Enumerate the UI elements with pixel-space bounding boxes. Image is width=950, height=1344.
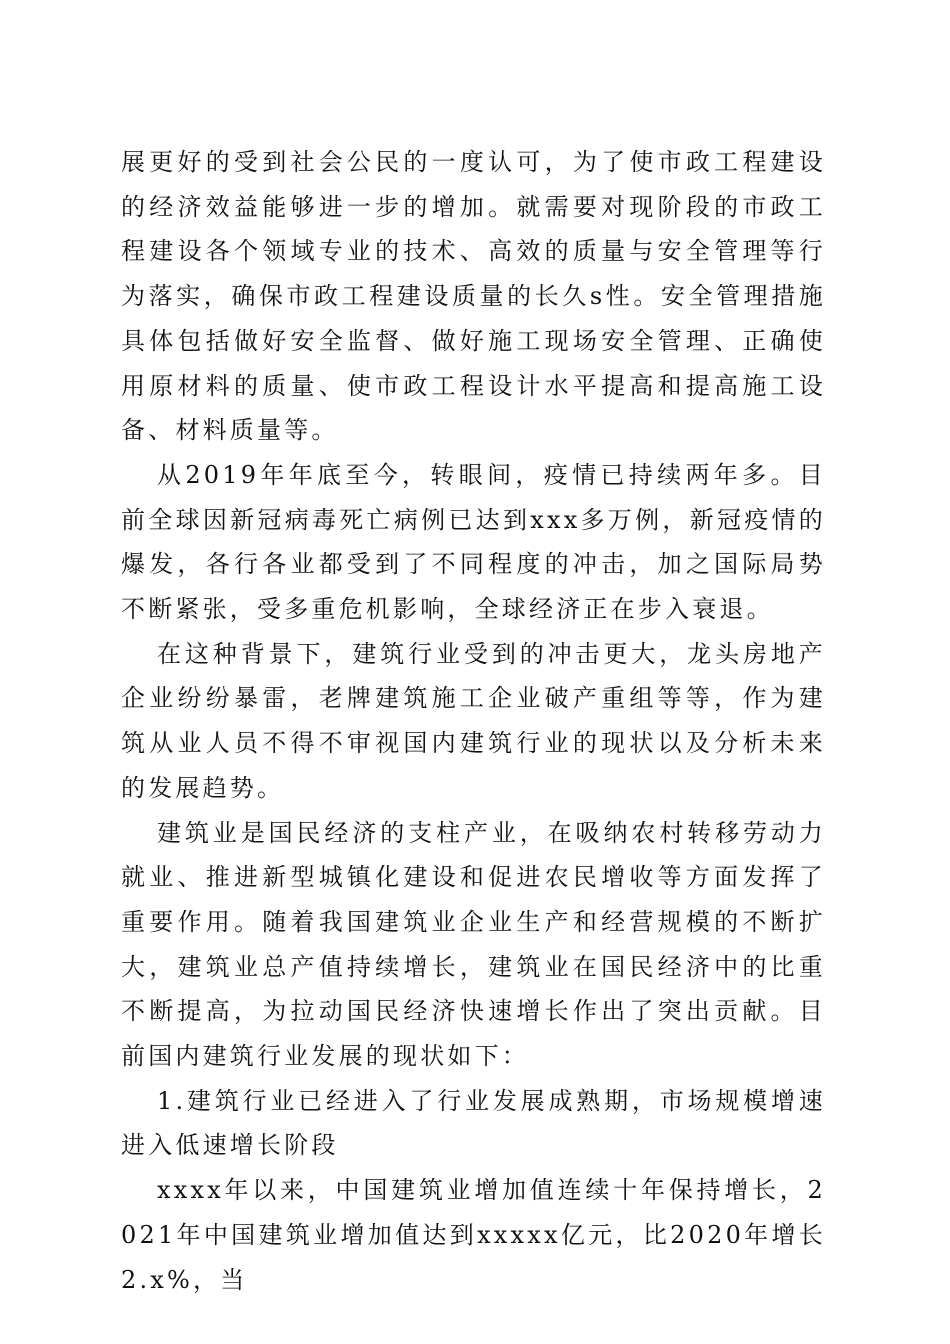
section-heading-1: 1.建筑行业已经进入了行业发展成熟期，市场规模增速进入低速增长阶段: [121, 1086, 826, 1160]
paragraph-continuation: 展更好的受到社会公民的一度认可，为了使市政工程建设的经济效益能够进一步的增加。就需要对现阶段的市政工程建设各个领域专业的技术、高效的质量与安全管理等行为落实，确保市政工程建设质量的长久s性。安全管理措施具体包括做好安全监督、做好施工现场安全管理、正确使用原材料的质量、使市政工程设计水平提高和提高施工设备、材料质量等。: [121, 148, 826, 445]
paragraph-pandemic: 从2019年年底至今，转眼间，疫情已持续两年多。目前全球因新冠病毒死亡病例已达到xxx多万例，新冠疫情的爆发，各行各业都受到了不同程度的冲击，加之国际局势不断紧张，受多重危机影响，全球经济正在步入衰退。: [121, 460, 826, 624]
paragraph-construction-industry: 建筑业是国民经济的支柱产业，在吸纳农村转移劳动力就业、推进新型城镇化建设和促进农民增收等方面发挥了重要作用。随着我国建筑业企业生产和经营规模的不断扩大，建筑业总产值持续增长，建筑业在国民经济中的比重不断提高，为拉动国民经济快速增长作出了突出贡献。目前国内建筑行业发展的现状如下：: [121, 818, 826, 1071]
document-body: [121, 140, 826, 1302]
paragraph-background: 在这种背景下，建筑行业受到的冲击更大，龙头房地产企业纷纷暴雷，老牌建筑施工企业破产重组等等，作为建筑从业人员不得不审视国内建筑行业的现状以及分析未来的发展趋势。: [121, 639, 826, 802]
paragraph-growth-stats: xxxx年以来，中国建筑业增加值连续十年保持增长，2021年中国建筑业增加值达到xxxxx亿元，比2020年增长2.x%，当: [121, 1176, 826, 1294]
